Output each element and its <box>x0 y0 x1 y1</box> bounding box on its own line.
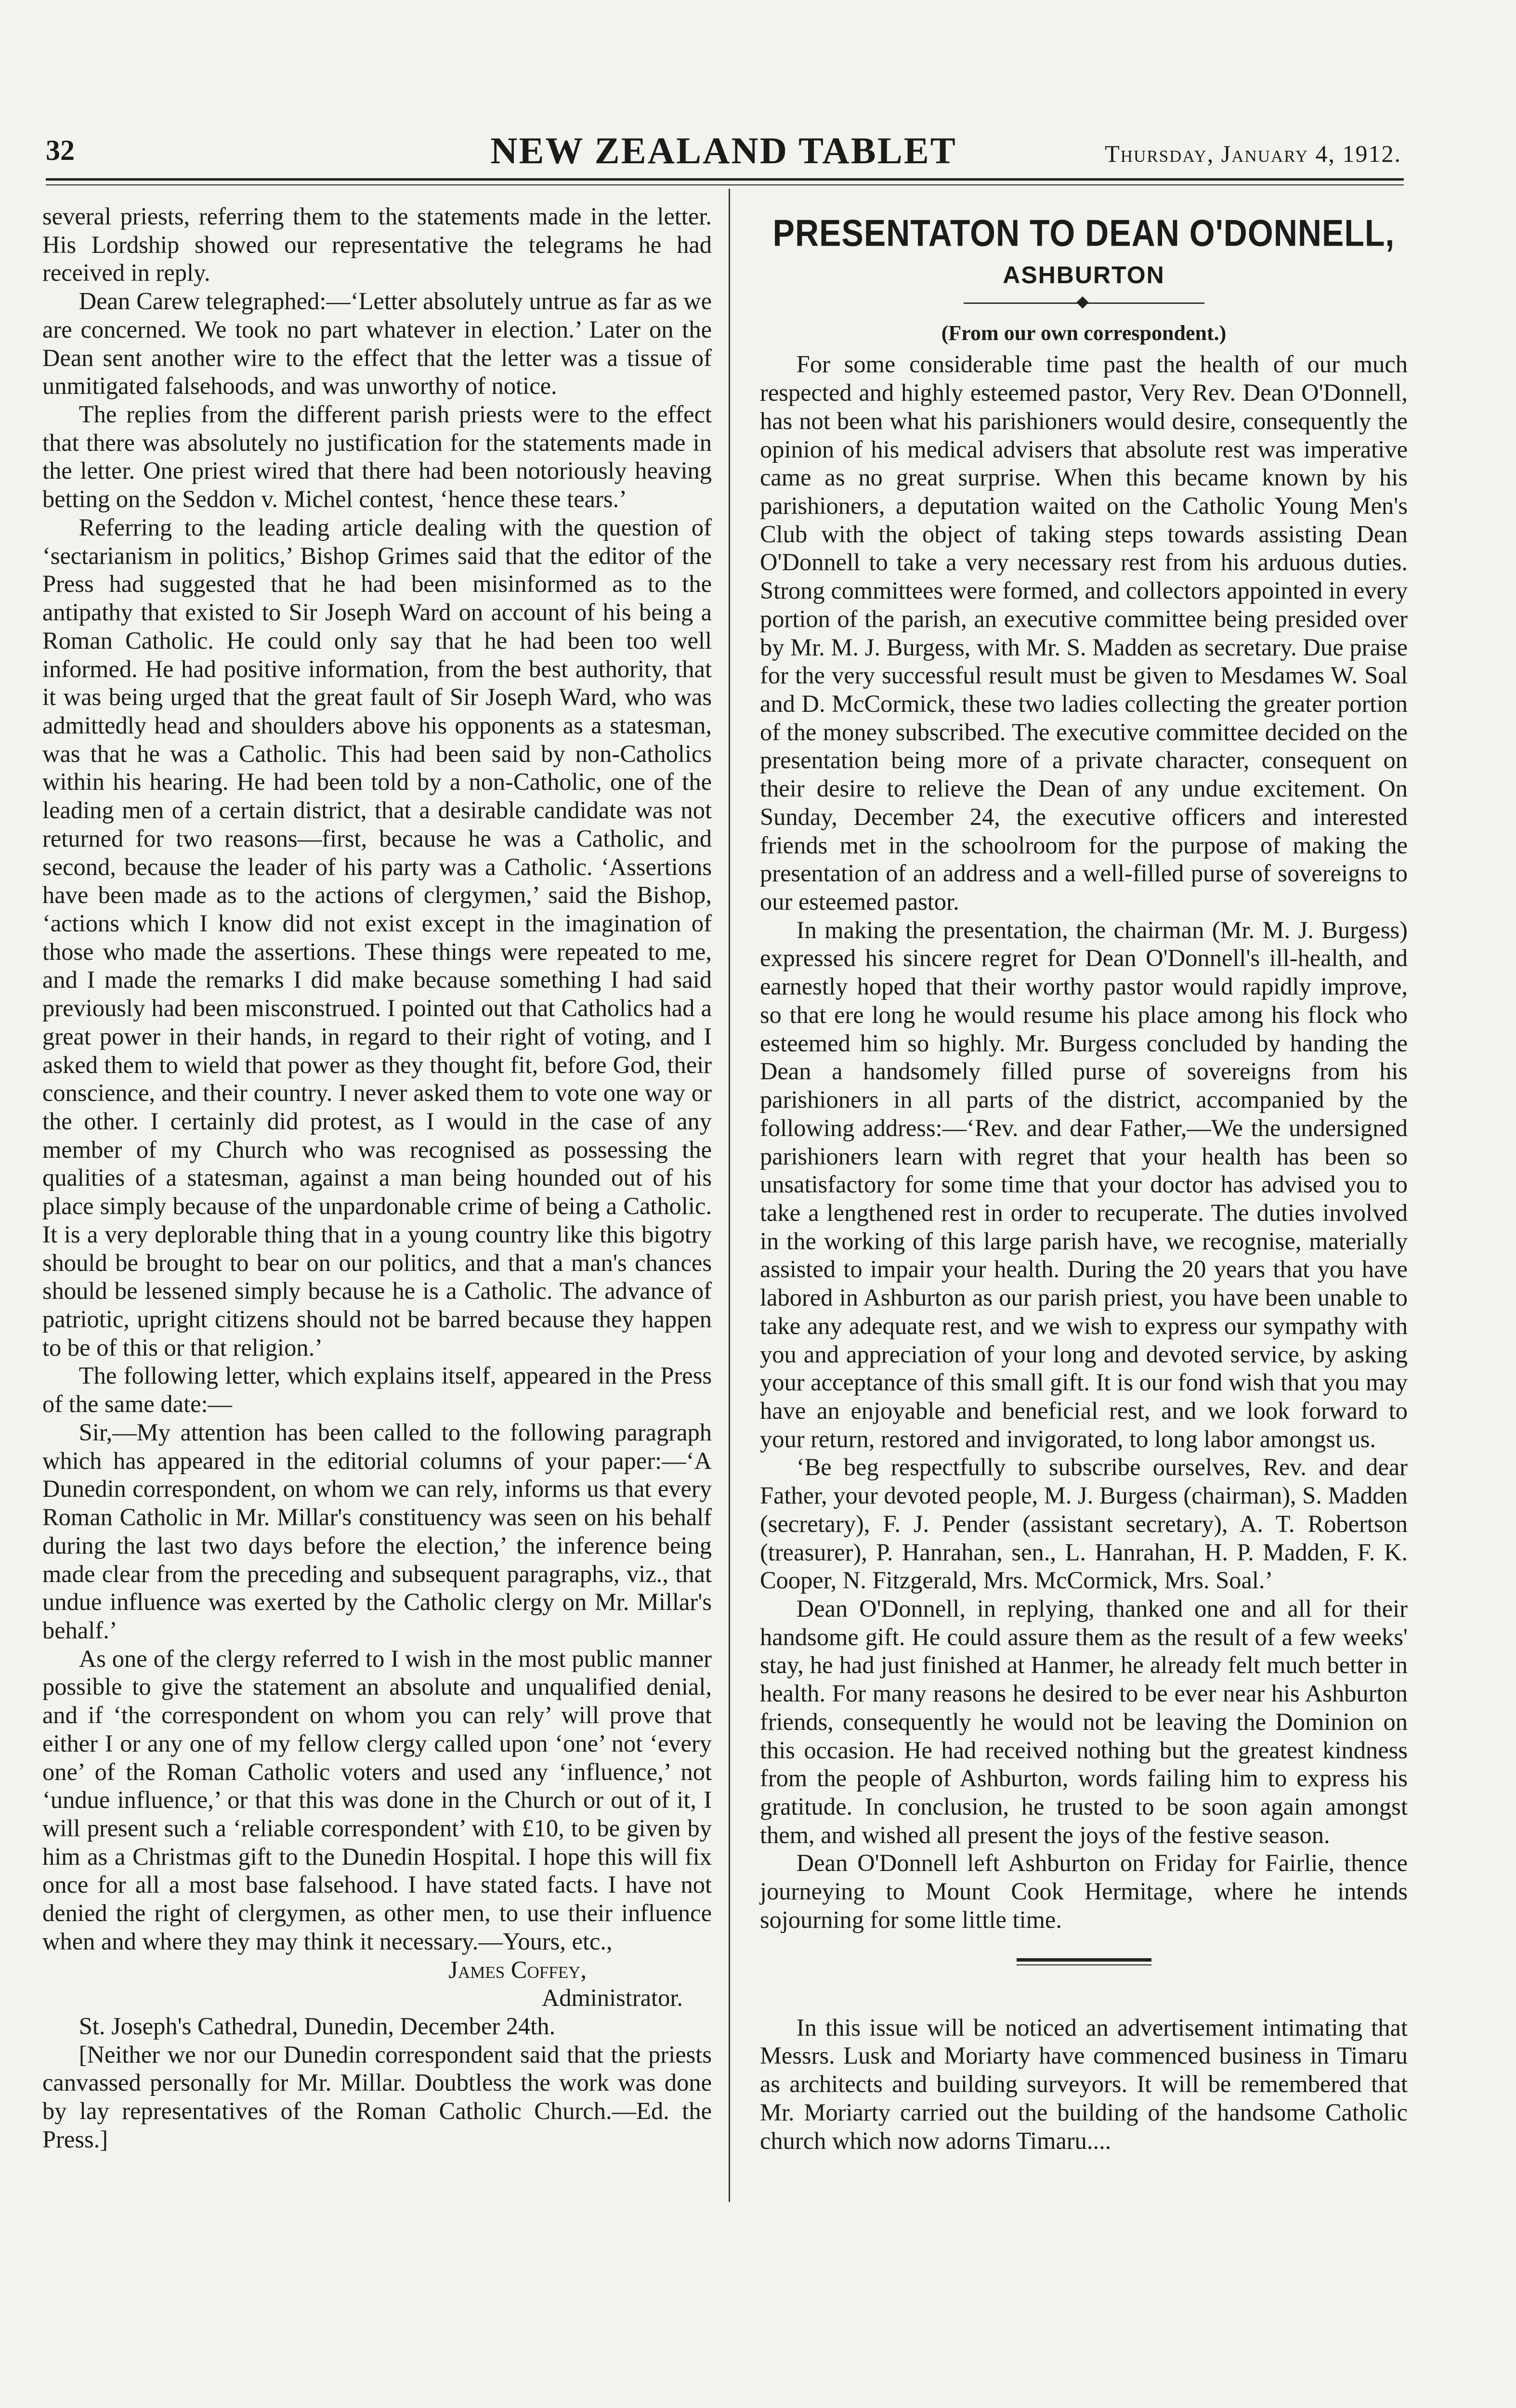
right-column <box>760 202 1408 2155</box>
diamond-divider <box>964 296 1204 310</box>
issue-date: Thursday, January 4, 1912. <box>1105 140 1401 167</box>
paragraph: ‘Be beg respectfully to subscribe ourselves, Rev. and dear Father, your devoted people, M. J. Burgess (chairman), S. Madden (secretary), F. J. Pender (assistant secretary), A. T. Robertson (treasurer), P. Hanrahan, sen., L. Hanrahan, H. P. Madden, F. K. Cooper, N. Fitzgerald, Mrs. McCormick, Mrs. Soal.’ <box>760 1453 1408 1594</box>
article-headline: PRESENTATON TO DEAN O'DONNELL, <box>772 212 1395 254</box>
signature-title: Administrator. <box>541 1984 683 2012</box>
column-divider <box>729 189 730 2202</box>
header-rule-thin <box>46 184 1404 185</box>
paragraph: In making the presentation, the chairman (Mr. M. J. Burgess) expressed his sincere regret for Dean O'Donnell's ill-health, and earnestly hoped that their worthy pastor would rapidly improve, so that ere long he would resume his place among his flock who esteemed him so highly. Mr. Burgess concluded by handing the Dean a handsomely filled purse of sovereigns from his parishioners in all parts of the district, accompanied by the following address:—‘Rev. and dear Father,—We the undersigned parishioners learn with regret that your health has been so unsatisfactory for some time that your doctor has advised you to take a lengthened rest in order to recuperate. The duties involved in the working of this large parish have, we recognise, materially assisted to impair your health. During the 20 years that you have labored in Ashburton as our parish priest, you have been unable to take any adequate rest, and we wish to express our sympathy with you and appreciation of your long and devoted service, by asking your acceptance of this small gift. It is our fond wish that you may have an enjoyable and beneficial rest, and we look forward to your return, restored and invigorated, to long labor amongst us. <box>760 916 1408 1453</box>
correspondent-line: (From our own correspondent.) <box>941 321 1227 345</box>
left-column <box>42 202 712 2154</box>
paragraph: Sir,—My attention has been called to the following paragraph which has appeared in the editorial columns of your paper:—‘A Dunedin correspondent, on whom we can rely, informs us that every Roman Catholic in Mr. Millar's constituency was seen on his behalf during the last two days before the election,’ the inference being made clear from the preceding and subsequent paragraphs, viz., that undue influence was exerted by the Catholic clergy on Mr. Millar's behalf.’ <box>42 1418 712 1644</box>
publication-title: NEW ZEALAND TABLET <box>490 130 957 171</box>
notice-paragraph: In this issue will be noticed an advertisement intimating that Messrs. Lusk and Moriarty have commenced business in Timaru as architects and building surveyors. It will be remembered that Mr. Moriarty carried out the building of the handsome Catholic church which now adorns Timaru.... <box>760 2014 1408 2154</box>
editor-note: [Neither we nor our Dunedin correspondent said that the priests canvassed personally for Mr. Millar. Doubtless the work was done by lay representatives of the Roman Catholic Church.—Ed. the Press.] <box>42 2041 712 2153</box>
paragraph: For some considerable time past the health of our much respected and highly esteemed pastor, Very Rev. Dean O'Donnell, has not been what his parishioners would desire, consequently the opinion of his medical advisers that absolute rest was imperative came as no great surprise. When this became known by his parishioners, a deputation waited on the Catholic Young Men's Club with the object of taking steps towards assisting Dean O'Donnell to take a very necessary rest from his arduous duties. Strong committees were formed, and collectors appointed in every portion of the parish, an executive committee being presided over by Mr. M. J. Burgess, with Mr. S. Madden as secretary. Due praise for the very successful result must be given to Mesdames W. Soal and D. McCormick, these two ladies collecting the greater portion of the money subscribed. The executive committee decided on the presentation being more of a private character, consequent on their desire to relieve the Dean of any undue excitement. On Sunday, December 24, the executive officers and interested friends met in the schoolroom for the purpose of making the presentation of an address and a well-filled purse of sovereigns to our esteemed pastor. <box>760 351 1408 916</box>
paragraph: The replies from the different parish priests were to the effect that there was absolutely no justification for the statements made in the letter. One priest wired that there had been notoriously heaving betting on the Seddon v. Michel contest, ‘hence these tears.’ <box>42 401 712 513</box>
dateline: St. Joseph's Cathedral, Dunedin, December 24th. <box>78 2013 556 2040</box>
paragraph: The following letter, which explains itself, appeared in the Press of the same date:— <box>42 1362 712 1418</box>
paragraph: Dean O'Donnell, in replying, thanked one and all for their handsome gift. He could assure them as the result of a few weeks' stay, he had just finished at Hanmer, he already felt much better in health. For many reasons he desired to be ever near his Ashburton friends, consequently he would not be leaving the Dominion on this occasion. He had received nothing but the greatest kindness from the people of Ashburton, words failing him to express his gratitude. In conclusion, he trusted to be soon again amongst them, and wished all present the joys of the festive season. <box>760 1595 1408 1848</box>
paragraph: Referring to the leading article dealing with the question of ‘sectarianism in politics,’ Bishop Grimes said that the editor of the Press had suggested that he had been misinformed as to the antipathy that existed to Sir Joseph Ward on account of his being a Roman Catholic. He could only say that he had been too well informed. He had positive information, from the best authority, that it was being urged that the great fault of Sir Joseph Ward, who was admittedly head and shoulders above his opponents as a statesman, was that he was a Catholic. This had been said by non-Catholics within his hearing. He had been told by a non-Catholic, one of the leading men of a certain district, that a desirable candidate was not returned for two reasons—first, because he was a Catholic, and second, because the leader of his party was a Catholic. ‘Assertions have been made as to the actions of clergymen,’ said the Bishop, ‘actions which I know did not exist except in the imagination of those who made the assertions. These things were repeated to me, and I made the remarks I did make because something I had said previously had been misconstrued. I pointed out that Catholics had a great power in their hands, in regard to their right of voting, and I asked them to wield that power as they thought fit, before God, their conscience, and their country. I never asked them to vote one way or the other. I certainly did protest, as I would in the case of any member of my Church who was recognised as possessing the qualities of a statesman, against a man being hounded out of his place simply because of the unpardonable crime of being a Catholic. It is a very deplorable thing that in a young country like this bigotry should be brought to bear on our politics, and that a man's chances should be lessened simply because he is a Catholic. The advance of patriotic, upright citizens should not be barred because they happen to be of this or that religion.’ <box>42 513 712 1361</box>
section-separator <box>1017 1958 1151 1965</box>
paragraph: As one of the clergy referred to I wish in the most public manner possible to give the statement an absolute and unqualified denial, and if ‘the correspondent on whom you can rely’ will prove that either I or any one of my fellow clergy called upon ‘one’ not ‘every one’ of the Roman Catholic voters and used any ‘influence,’ not ‘undue influence,’ or that this was done in the Church or out of it, I will present such a ‘reliable correspondent’ with £10, to be given by him as a Christmas gift to the Dunedin Hospital. I hope this will fix once for all a most base falsehood. I have stated facts. I have not denied the right of clergymen, as other men, to use their influence when and where they may think it necessary.—Yours, etc., <box>42 1645 712 1955</box>
header-rule-thick <box>46 178 1404 181</box>
article-subhead: ASHBURTON <box>1003 262 1165 289</box>
diamond-ornament-icon <box>1076 296 1088 308</box>
page-number: 32 <box>46 134 75 166</box>
signature-name: James Coffey, <box>448 1956 587 1983</box>
paragraph: several priests, referring them to the statements made in the letter. His Lordship showed our representative the telegrams he had received in reply. <box>42 203 712 287</box>
paragraph: Dean Carew telegraphed:—‘Letter absolutely untrue as far as we are concerned. We took no part whatever in election.’ Later on the Dean sent another wire to the effect that the letter was a tissue of unmitigated falsehoods, and was unworthy of notice. <box>42 288 712 400</box>
page-header <box>46 129 1401 182</box>
paragraph: Dean O'Donnell left Ashburton on Friday for Fairlie, thence journeying to Mount Cook Hermitage, where he intends sojourning for some little time. <box>760 1849 1408 1933</box>
